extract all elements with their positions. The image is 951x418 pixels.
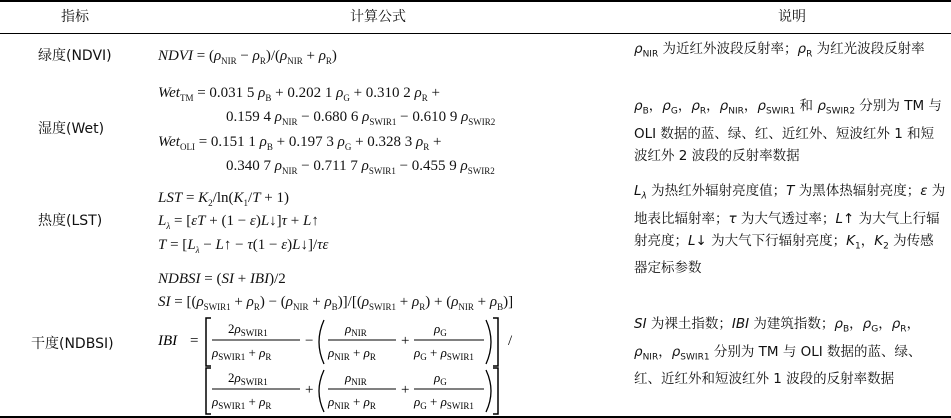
svg-text:ρSWIR1 + ρR: $\rho_{SWIR1} + \rho_R$: [212, 394, 272, 411]
svg-text:2ρSWIR1: $2\rho_{SWIR1}$: [228, 321, 268, 338]
svg-text:ρG: $\rho_G$: [434, 321, 447, 338]
svg-text:/: /: [508, 333, 513, 349]
header-indicator: 指标: [61, 9, 89, 25]
formula-wet-tm-line2: 0.159 4 $\rho_{NIR} - 0.680$ 6 $\rho_{SWIR1} - 0.610$ 9 $\rho_{SWIR2}$: [226, 109, 496, 127]
row-label-ndvi: 绿度(NDVI): [38, 48, 112, 64]
row-label-ndbsi: 干度(NDBSI): [31, 336, 114, 352]
svg-text:=: =: [190, 333, 199, 349]
svg-text:ρNIR + ρR: $\rho_{NIR} + \rho_R$: [328, 345, 376, 362]
svg-text:2ρSWIR1: $2\rho_{SWIR1}$: [228, 370, 268, 387]
svg-text:ρNIR: $\rho_{NIR}$: [345, 321, 367, 338]
formula-ndvi: NDVI = $(\rho_{NIR} - \rho_R)/(\rho_{NIR} + \rho_R)$: [158, 48, 337, 66]
svg-text:ρNIR: $\rho_{NIR}$: [345, 370, 367, 387]
desc-lst: $L_\lambda$ 为热红外辐射亮度值；T 为黑体热辐射亮度；ε 为地表比辐射率；τ 为大气透过率；L↑ 为大气上行辐射亮度；L↓ 为大气下行辐射亮度；$K_1$，$K_2$ 为传感器定标参数: [634, 183, 946, 277]
desc-ndvi: $\rho_{NIR}$ 为近红外波段反射率；$\rho_R$ 为红光波段反射率: [634, 41, 925, 60]
svg-text:+: +: [401, 333, 410, 349]
header-rule: [0, 33, 951, 34]
svg-text:ρNIR + ρR: $\rho_{NIR} + \rho_R$: [328, 394, 376, 411]
svg-text:ρG: $\rho_G$: [434, 370, 447, 387]
svg-text:ρG + ρSWIR1: $\rho_G + \rho_{SWIR1}$: [414, 394, 474, 411]
formula-lst: LST = $K_2/\ln(K_1/T + 1)$: [158, 190, 290, 208]
formula-t: $T = [L_\lambda$ − L↑ − τ(1 − ε)L↓]/τε: [158, 237, 329, 255]
desc-wet: $\rho_B$，$\rho_G$，$\rho_R$，$\rho_{NIR}$，$\rho_{SWIR1}$ 和 $\rho_{SWIR2}$ 分别为 TM 与 OLI 数据的蓝、绿、红、近红外、短波红外 1 和短波红外 2 波段的反射率数据: [634, 98, 942, 164]
formula-ndbsi: NDBSI = (SI + IBI)/2: [158, 271, 286, 287]
svg-text:ρSWIR1 + ρR: $\rho_{SWIR1} + \rho_R$: [212, 345, 272, 362]
row-label-wet: 湿度(Wet): [38, 121, 105, 137]
formula-wet-tm-line1: Wet$_{TM}$ = 0.031 5 $\rho_B + 0.202$ 1 $\rho_G + 0.310$ 2 $\rho_R$ +: [158, 85, 440, 103]
formula-l-lambda: $L_\lambda = [\varepsilon T + (1$ − ε)L↓]τ + L↑: [158, 213, 319, 231]
svg-text:IBI: IBI: [158, 333, 178, 349]
header-formula: 计算公式: [350, 9, 406, 25]
row-label-lst: 热度(LST): [38, 213, 103, 229]
svg-text:ρG + ρSWIR1: $\rho_G + \rho_{SWIR1}$: [414, 345, 474, 362]
formula-wet-oli-line1: Wet$_{OLI}$ = 0.151 1 $\rho_B + 0.197$ 3 $\rho_G + 0.328$ 3 $\rho_R$ +: [158, 134, 442, 152]
formula-ibi: [150, 314, 530, 416]
formula-si: SI = $[(\rho_{SWIR1} + \rho_R) - (\rho_{NIR} + \rho_B)]/[(\rho_{SWIR1} + \rho_R) + (\rho_{NIR} + \rho_B)]$: [158, 294, 514, 312]
svg-text:+: +: [401, 382, 410, 398]
svg-text:+: +: [305, 382, 314, 398]
desc-ndbsi: SI 为裸土指数；IBI 为建筑指数；$\rho_B$，$\rho_G$，$\rho_R$，$\rho_{NIR}$，$\rho_{SWIR1}$ 分别为 TM 与 OLI 数据的蓝、绿、红、近红外和短波红外 1 波段的反射率数据: [634, 316, 922, 388]
formula-wet-oli-line2: 0.340 7 $\rho_{NIR} - 0.711$ 7 $\rho_{SWIR1} - 0.455$ 9 $\rho_{SWIR2}$: [226, 158, 495, 176]
table-top-rule: [0, 0, 951, 2]
header-description: 说明: [778, 9, 806, 25]
svg-text:−: −: [305, 333, 314, 349]
